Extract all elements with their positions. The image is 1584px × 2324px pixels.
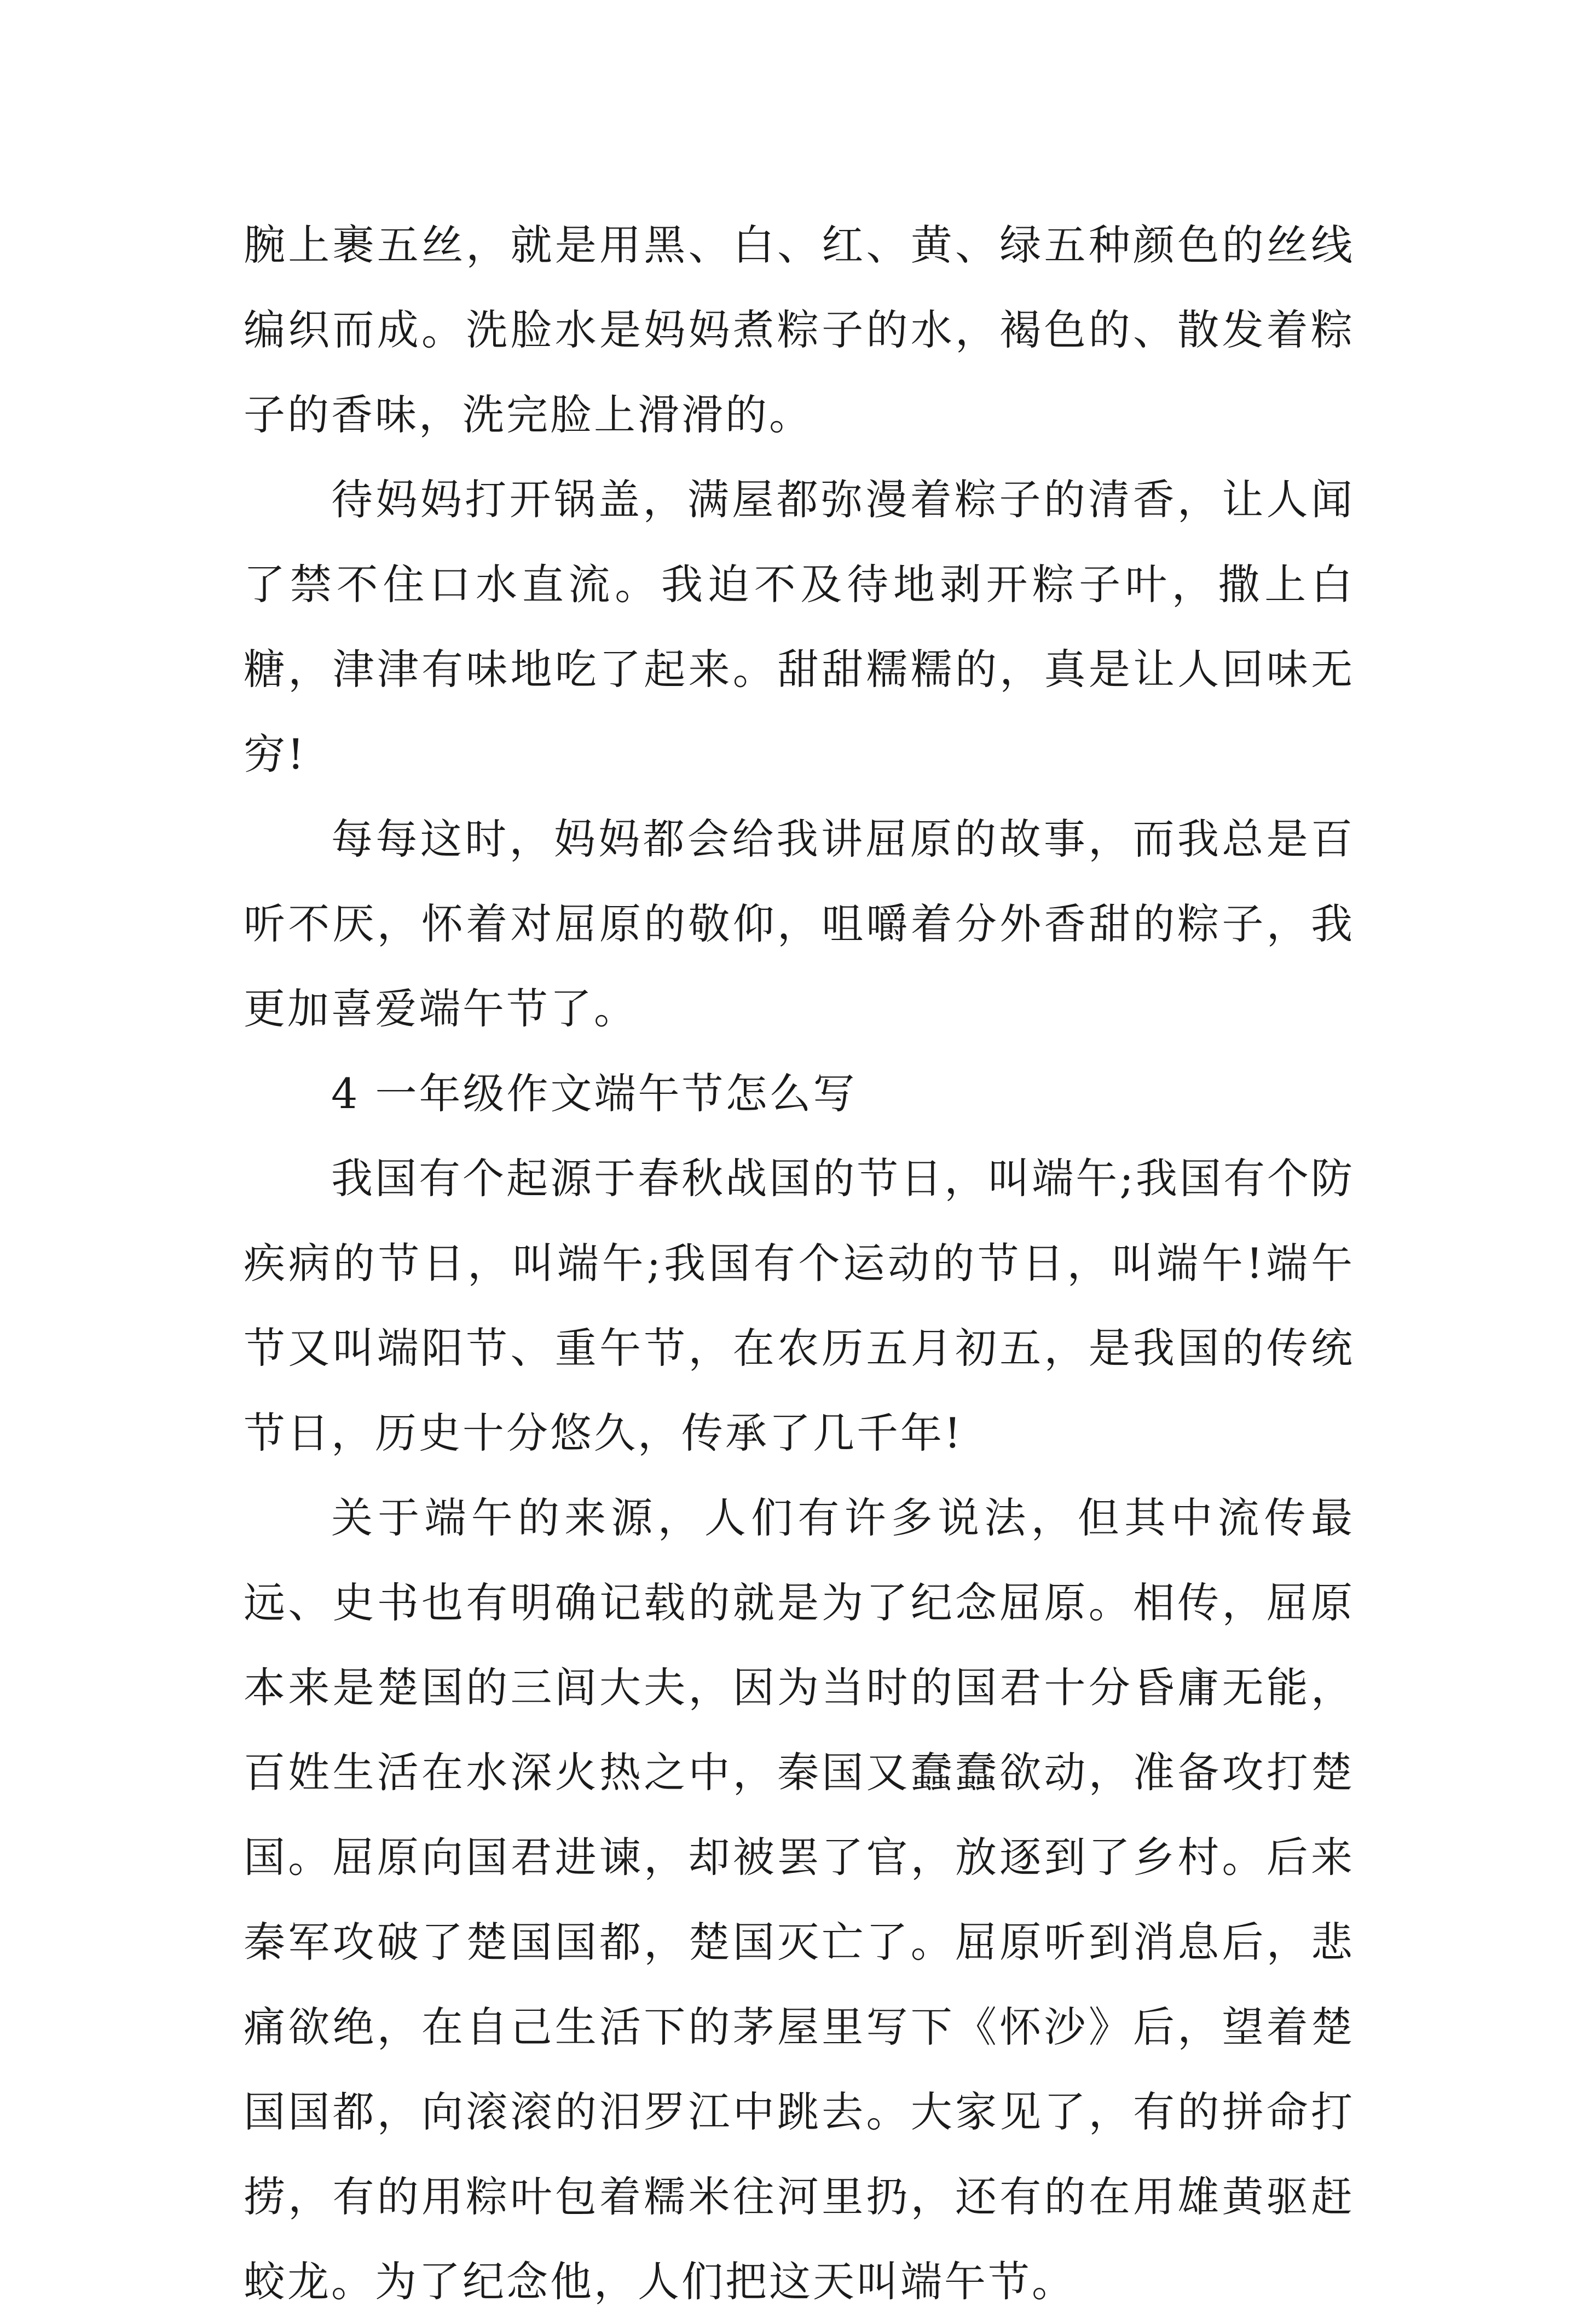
paragraph-continuation: 腕上裹五丝，就是用黑、白、红、黄、绿五种颜色的丝线编织而成。洗脸水是妈妈煮粽子的水，褐色的、散发着粽子的香味，洗完脸上滑滑的。 — [244, 221, 1355, 439]
paragraph-quyuan-story: 每每这时，妈妈都会给我讲屈原的故事，而我总是百听不厌，怀着对屈原的敬仰，咀嚼着分外香甜的粽子，我更加喜爱端午节了。 — [244, 815, 1355, 1033]
paragraph-festival-intro: 我国有个起源于春秋战国的节日，叫端午;我国有个防疾病的节日，叫端午;我国有个运动的节日，叫端午!端午节又叫端阳节、重午节，在农历五月初五，是我国的传统节日，历史十分悠久，传承了几千年! — [244, 1154, 1355, 1457]
section-heading: 4 一年级作文端午节怎么写 — [331, 1069, 857, 1118]
document-body — [244, 203, 1355, 2324]
paragraph-festival-origin: 关于端午的来源，人们有许多说法，但其中流传最远、史书也有明确记载的就是为了纪念屈原。相传，屈原本来是楚国的三闾大夫，因为当时的国君十分昏庸无能，百姓生活在水深火热之中，秦国又蠢蠢欲动，准备攻打楚国。屈原向国君进谏，却被罢了官，放逐到了乡村。后来秦军攻破了楚国国都，楚国灭亡了。屈原听到消息后，悲痛欲绝，在自己生活下的茅屋里写下《怀沙》后，望着楚国国都，向滚滚的汨罗江中跳去。大家见了，有的拼命打捞，有的用粽叶包着糯米往河里扔，还有的在用雄黄驱赶蛟龙。为了纪念他，人们把这天叫端午节。 — [244, 1493, 1355, 2306]
paragraph-zongzi-aroma: 待妈妈打开锅盖，满屋都弥漫着粽子的清香，让人闻了禁不住口水直流。我迫不及待地剥开粽子叶，撒上白糖，津津有味地吃了起来。甜甜糯糯的，真是让人回味无穷! — [244, 475, 1355, 778]
